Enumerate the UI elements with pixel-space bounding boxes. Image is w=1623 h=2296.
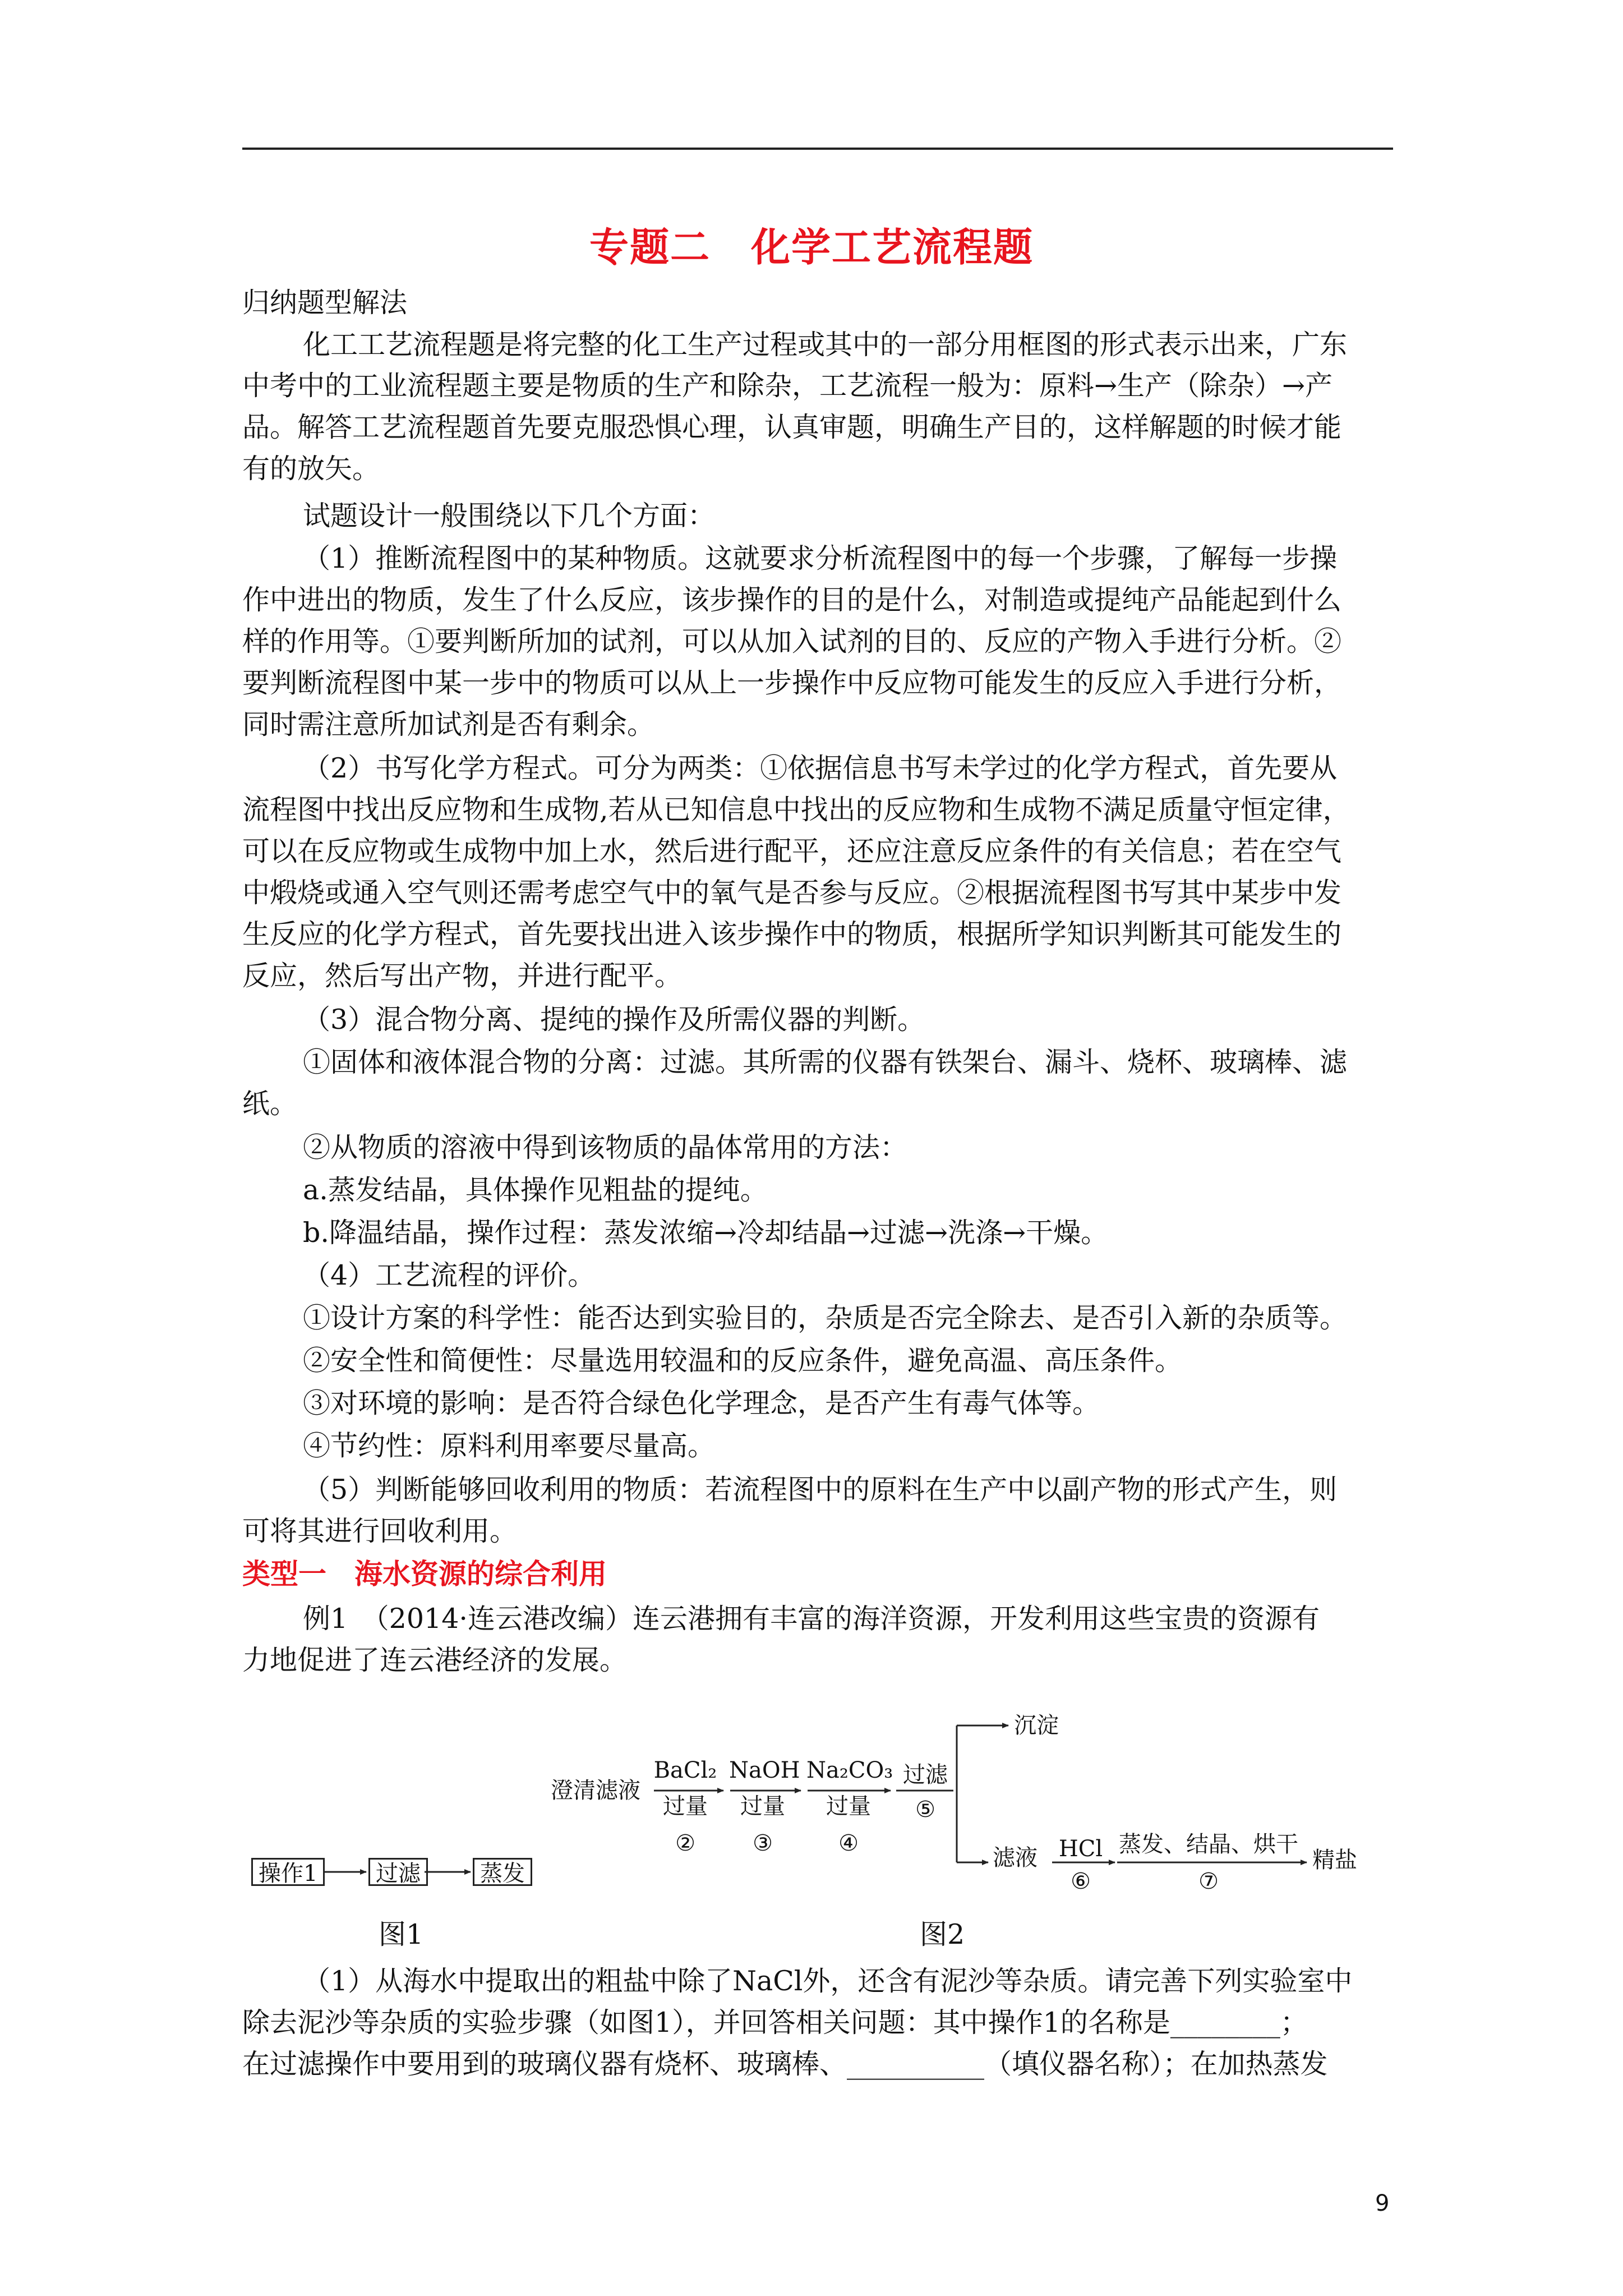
paragraph-line: 同时需注意所加试剂是否有剩余。 — [242, 708, 655, 740]
fig2-filtrate-label: 滤液 — [993, 1845, 1038, 1871]
paragraph-line: 试题设计一般围绕以下几个方面： — [303, 500, 716, 532]
fig2-hcl-label: HCl — [1058, 1836, 1103, 1862]
paragraph-line: 可以在反应物或生成物中加上水，然后进行配平，还应注意反应条件的有关信息；若在空气 — [242, 835, 1342, 867]
fig1-box-filter: 过滤 — [368, 1858, 428, 1886]
paragraph-line: 反应，然后写出产物，并进行配平。 — [242, 960, 683, 992]
paragraph-line: （5）判断能够回收利用的物质：若流程图中的原料在生产中以副产物的形式产生，则 — [303, 1474, 1338, 1506]
paragraph-line: ①固体和液体混合物的分离：过滤。其所需的仪器有铁架台、漏斗、烧杯、玻璃棒、滤 — [303, 1046, 1348, 1078]
fig2-precipitate-label: 沉淀 — [1014, 1713, 1059, 1738]
fig2-step-number: ⑦ — [1198, 1869, 1219, 1894]
page-number: 9 — [1375, 2191, 1390, 2216]
paragraph-line: 中考中的工业流程题主要是物质的生产和除杂，工艺流程一般为：原料→生产（除杂）→产 — [242, 370, 1333, 402]
section-type-heading: 类型一 海水资源的综合利用 — [242, 1557, 607, 1590]
paragraph-line: b.降温结晶，操作过程：蒸发浓缩→冷却结晶→过滤→洗涤→干燥。 — [303, 1217, 1109, 1249]
question-line: （1）从海水中提取出的粗盐中除了NaCl外，还含有泥沙等杂质。请完善下列实验室中 — [303, 1965, 1353, 1997]
paragraph-line: 中煅烧或通入空气则还需考虑空气中的氧气是否参与反应。②根据流程图书写其中某步中发 — [242, 877, 1342, 909]
paragraph-line: 力地促进了连云港经济的发展。 — [242, 1644, 628, 1676]
paragraph-line: 要判断流程图中某一步中的物质可以从上一步操作中反应物可能发生的反应入手进行分析， — [242, 667, 1342, 699]
paragraph-line: （2）书写化学方程式。可分为两类：①依据信息书写未学过的化学方程式，首先要从 — [303, 752, 1338, 784]
fig2-reagent: Na₂CO₃ — [806, 1757, 893, 1783]
fig2-step-number: ② — [675, 1830, 695, 1856]
fig2-amount: 过量 — [740, 1793, 785, 1819]
paragraph-line: 生反应的化学方程式，首先要找出进入该步操作中的物质，根据所学知识判断其可能发生的 — [242, 918, 1342, 950]
page-title: 专题二 化学工艺流程题 — [589, 224, 1034, 270]
paragraph-line: 化工工艺流程题是将完整的化工生产过程或其中的一部分用框图的形式表示出来，广东 — [303, 329, 1348, 361]
fig1-box-operation: 操作1 — [251, 1858, 325, 1886]
fig2-step-number: ④ — [838, 1830, 859, 1856]
paragraph-line: 流程图中找出反应物和生成物,若从已知信息中找出的反应物和生成物不满足质量守恒定律， — [242, 794, 1350, 826]
paragraph-line: 有的放矢。 — [242, 453, 380, 485]
paragraph-line: ④节约性：原料利用率要尽量高。 — [303, 1430, 716, 1462]
fig2-filter-label: 过滤 — [903, 1762, 948, 1788]
question-line: 除去泥沙等杂质的实验步骤（如图1），并回答相关问题：其中操作1的名称是________； — [242, 2007, 1308, 2039]
paragraph-line: ③对环境的影响：是否符合绿色化学理念，是否产生有毒气体等。 — [303, 1387, 1100, 1419]
fig2-start-label: 澄清滤液 — [551, 1778, 640, 1803]
fig2-product-label: 精盐 — [1312, 1847, 1357, 1873]
section-heading: 归纳题型解法 — [242, 287, 408, 319]
paragraph-line: 可将其进行回收利用。 — [242, 1515, 518, 1547]
paragraph-line: 品。解答工艺流程题首先要克服恐惧心理，认真审题，明确生产目的，这样解题的时候才能 — [242, 411, 1342, 443]
fig2-evaporate-label: 蒸发、结晶、烘干 — [1119, 1832, 1298, 1857]
paragraph-line: ②从物质的溶液中得到该物质的晶体常用的方法： — [303, 1131, 908, 1163]
fig2-step-number: ⑥ — [1071, 1869, 1091, 1894]
fig2-amount: 过量 — [663, 1793, 708, 1819]
paragraph-line: a.蒸发结晶，具体操作见粗盐的提纯。 — [303, 1174, 768, 1206]
paragraph-line: （4）工艺流程的评价。 — [303, 1259, 596, 1291]
fig2-reagent: NaOH — [729, 1757, 800, 1783]
fig2-amount: 过量 — [826, 1793, 871, 1819]
paragraph-line: 例1 （2014·连云港改编）连云港拥有丰富的海洋资源，开发利用这些宝贵的资源有 — [303, 1603, 1320, 1635]
question-line: 在过滤操作中要用到的玻璃仪器有烧杯、玻璃棒、__________（填仪器名称）；在加热蒸发 — [242, 2048, 1328, 2080]
paragraph-line: 样的作用等。①要判断所加的试剂，可以从加入试剂的目的、反应的产物入手进行分析。② — [242, 625, 1342, 657]
paragraph-line: （3）混合物分离、提纯的操作及所需仪器的判断。 — [303, 1004, 925, 1036]
fig1-caption: 图1 — [379, 1918, 424, 1950]
paragraph-line: （1）推断流程图中的某种物质。这就要求分析流程图中的每一个步骤，了解每一步操 — [303, 542, 1338, 574]
fig1-box-evaporate: 蒸发 — [473, 1858, 532, 1886]
fig2-step-number: ⑤ — [915, 1797, 935, 1823]
paragraph-line: ②安全性和简便性：尽量选用较温和的反应条件，避免高温、高压条件。 — [303, 1345, 1183, 1377]
paragraph-line: 作中进出的物质，发生了什么反应，该步操作的目的是什么，对制造或提纯产品能起到什么 — [242, 584, 1342, 616]
fig2-caption: 图2 — [920, 1918, 965, 1950]
fig2-step-number: ③ — [753, 1830, 773, 1856]
paragraph-line: 纸。 — [242, 1088, 298, 1120]
paragraph-line: ①设计方案的科学性：能否达到实验目的，杂质是否完全除去、是否引入新的杂质等。 — [303, 1302, 1348, 1334]
fig2-reagent: BaCl₂ — [653, 1757, 717, 1783]
